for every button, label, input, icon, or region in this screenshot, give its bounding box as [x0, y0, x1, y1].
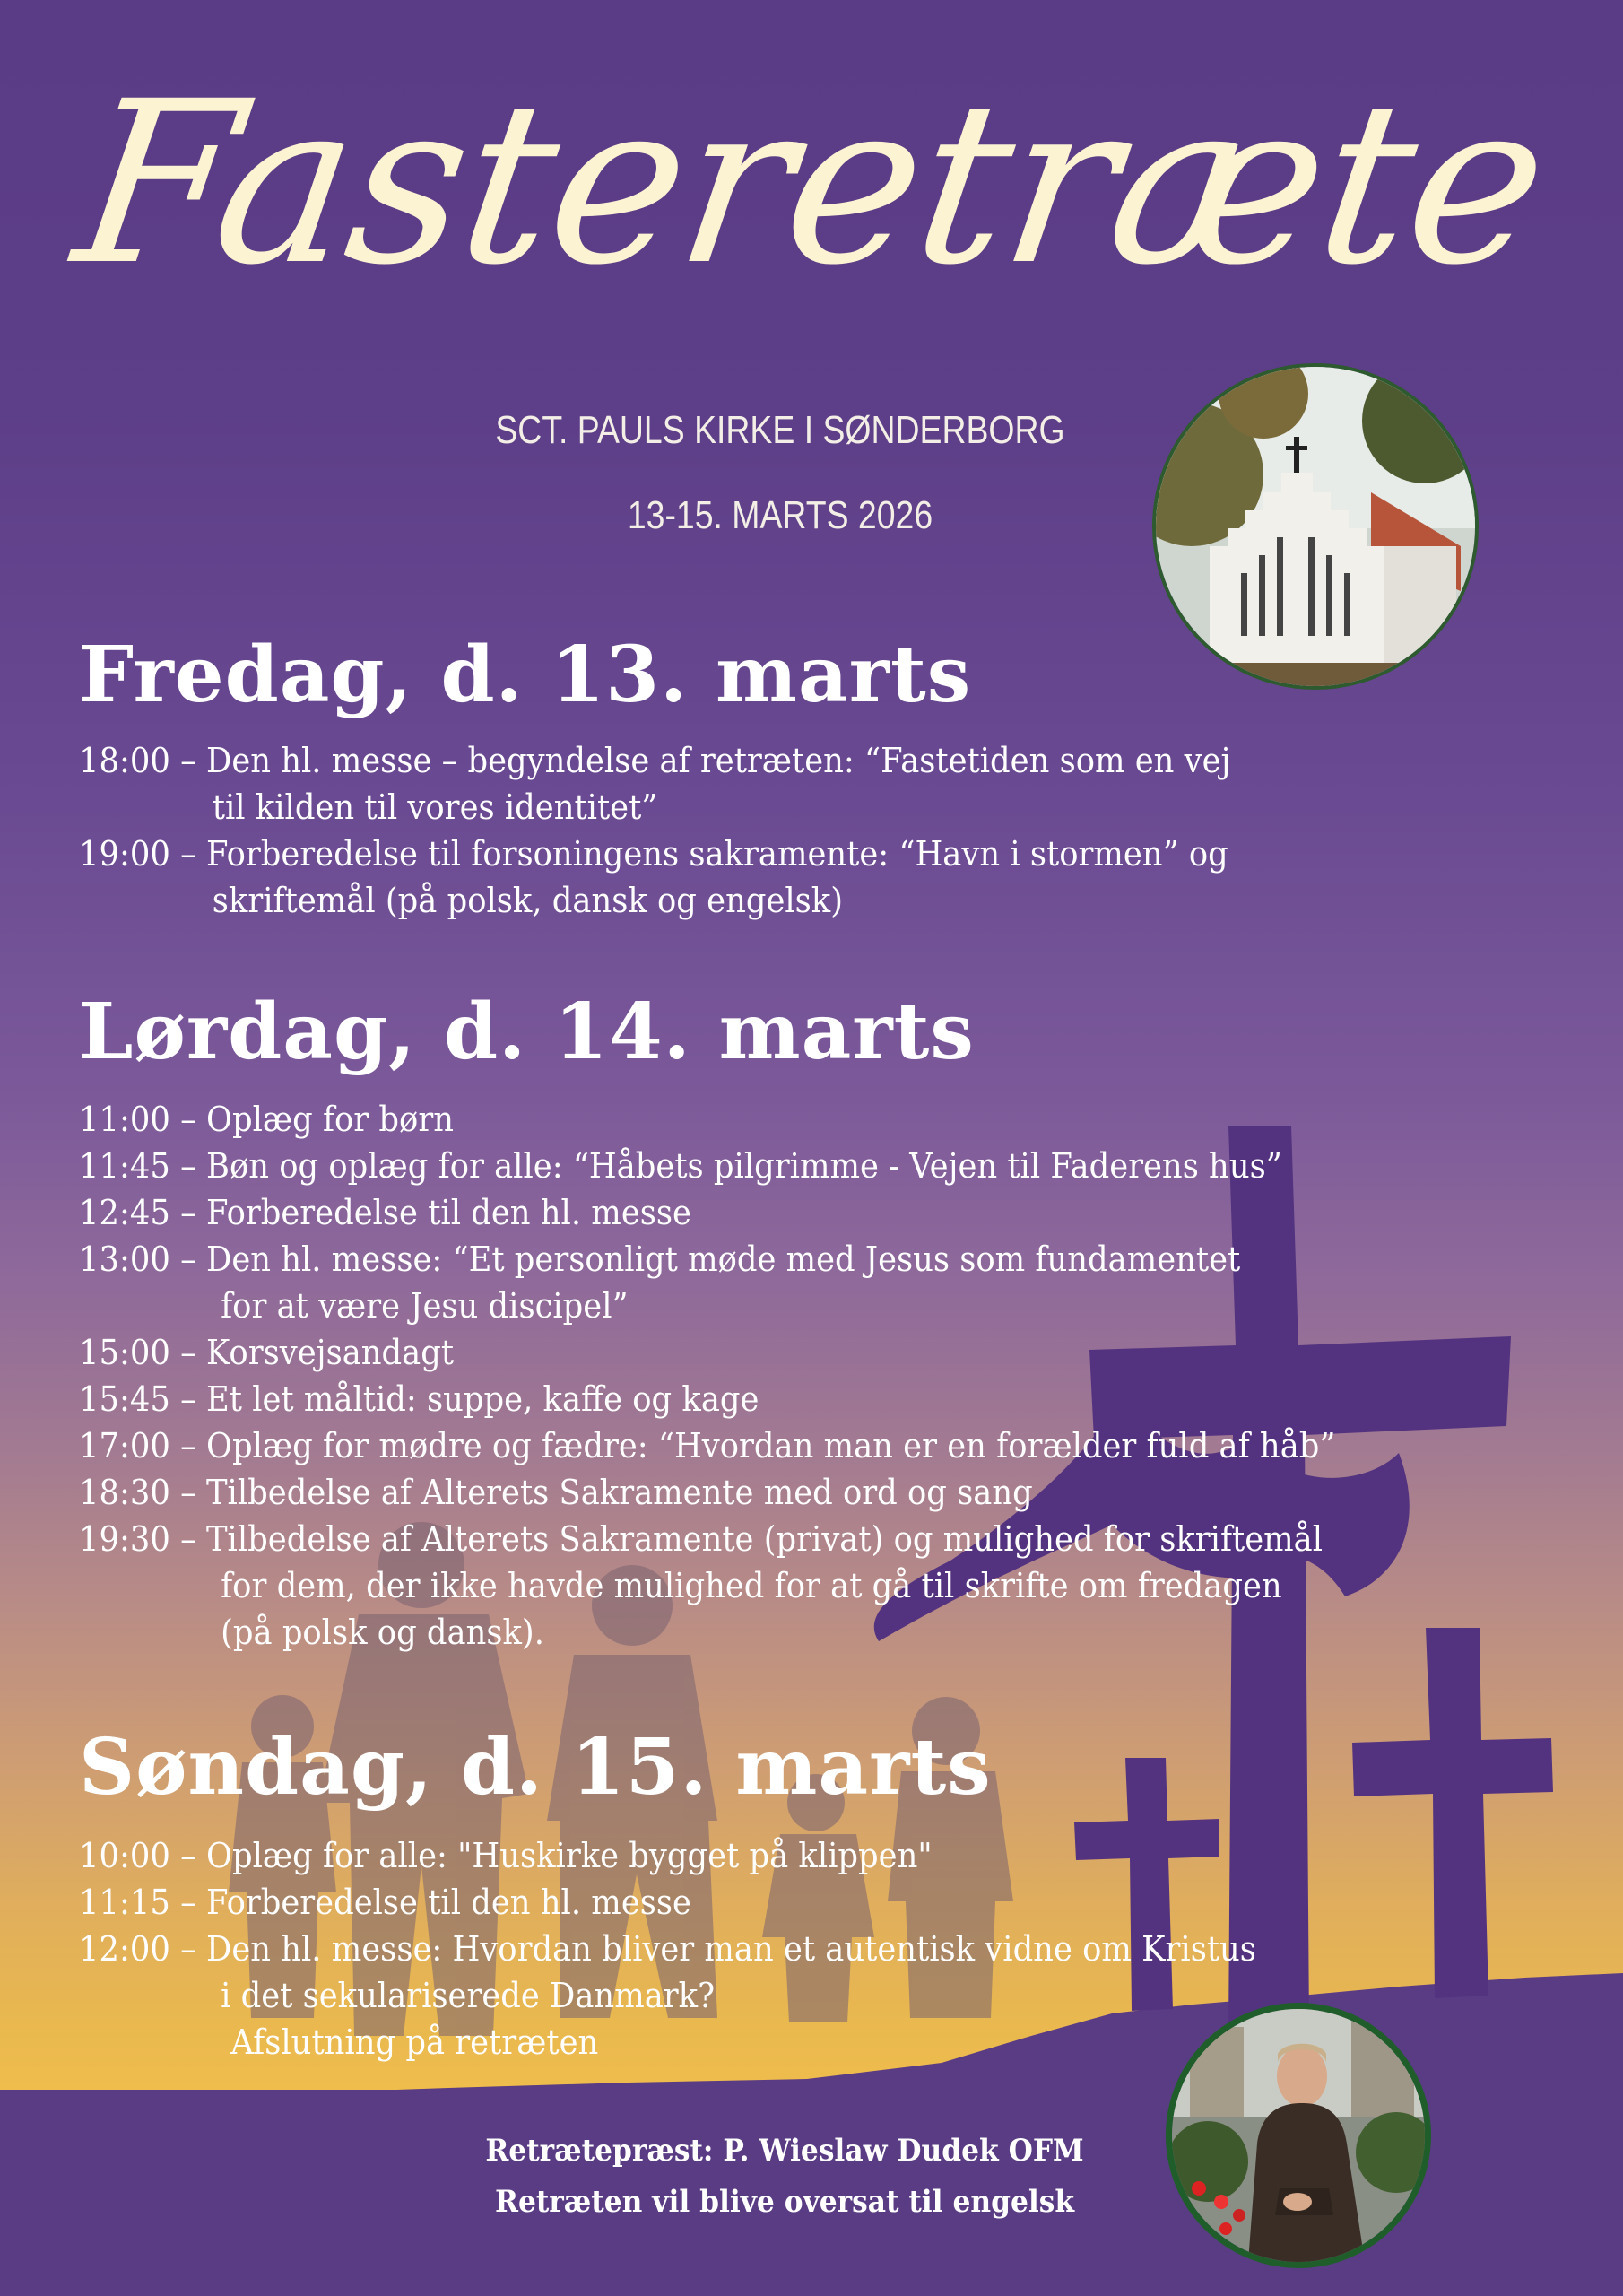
schedule-line: i det sekulariserede Danmark?	[221, 1976, 716, 2015]
schedule-line: skriftemål (på polsk, dansk og engelsk)	[212, 881, 844, 920]
priest-photo	[1166, 2003, 1431, 2268]
day-heading-friday: Fredag, d. 13. marts	[79, 630, 972, 720]
friday-schedule	[79, 737, 1603, 924]
church-photo	[1152, 363, 1479, 690]
schedule-line: 18:30 – Tilbedelse af Alterets Sakramente med ord og sang	[79, 1473, 1033, 1512]
schedule-line: 11:15 – Forberedelse til den hl. messe	[79, 1883, 691, 1922]
retreat-priest: Retrætepræst: P. Wieslaw Dudek OFM	[485, 2133, 1084, 2169]
schedule-line: 10:00 – Oplæg for alle: "Huskirke bygget på klippen"	[79, 1836, 933, 1875]
schedule-line: Afslutning på retræten	[230, 2022, 599, 2062]
church-location: SCT. PAULS KIRKE I SØNDERBORG	[495, 408, 1065, 452]
event-dates: 13-15. MARTS 2026	[627, 493, 933, 537]
translation-note: Retræten vil blive oversat til engelsk	[494, 2184, 1075, 2220]
schedule-line: 18:00 – Den hl. messe – begyndelse af retræten: “Fastetiden som en vej	[79, 741, 1231, 780]
schedule-line: 15:45 – Et let måltid: suppe, kaffe og kage	[79, 1379, 759, 1419]
schedule-line: 12:45 – Forberedelse til den hl. messe	[79, 1193, 691, 1232]
schedule-line: 15:00 – Korsvejsandagt	[79, 1333, 455, 1372]
schedule-line: 19:00 – Forberedelse til forsoningens sakramente: “Havn i stormen” og	[79, 834, 1228, 874]
schedule-line: for at være Jesu discipel”	[221, 1286, 629, 1326]
schedule-line: til kilden til vores identitet”	[212, 787, 658, 827]
poster-title: Fasteretræte	[63, 53, 1561, 314]
day-heading-sunday: Søndag, d. 15. marts	[79, 1722, 992, 1813]
schedule-line: 19:30 – Tilbedelse af Alterets Sakramente (privat) og mulighed for skriftemål	[79, 1519, 1324, 1559]
saturday-schedule	[79, 1096, 1603, 1656]
schedule-line: 17:00 – Oplæg for mødre og fædre: “Hvordan man er en forælder fuld af håb”	[79, 1426, 1336, 1465]
schedule-line: for dem, der ikke havde mulighed for at gå til skrifte om fredagen	[221, 1566, 1282, 1605]
schedule-line: 11:45 – Bøn og oplæg for alle: “Håbets pilgrimme - Vejen til Faderens hus”	[79, 1146, 1282, 1186]
schedule-line: 13:00 – Den hl. messe: “Et personligt møde med Jesus som fundamentet	[79, 1239, 1241, 1279]
schedule-line: 12:00 – Den hl. messe: Hvordan bliver man et autentisk vidne om Kristus	[79, 1929, 1256, 1969]
schedule-line: 11:00 – Oplæg for børn	[79, 1100, 454, 1139]
schedule-line: (på polsk og dansk).	[221, 1613, 544, 1652]
day-heading-saturday: Lørdag, d. 14. marts	[79, 987, 975, 1077]
